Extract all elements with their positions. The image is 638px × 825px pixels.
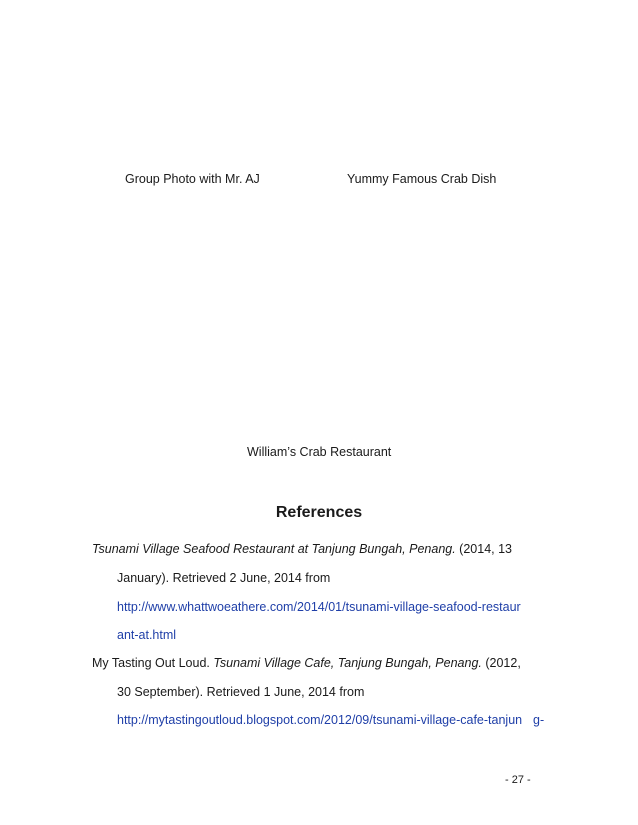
reference-2-url-link[interactable]: http://mytastingoutloud.blogspot.com/2012/09/tsunami-village-cafe-tanjun xyxy=(117,713,523,727)
reference-2-line-1 xyxy=(92,656,521,670)
caption-crab-dish: Yummy Famous Crab Dish xyxy=(347,172,497,186)
reference-1-date-end: January). Retrieved 2 June, 2014 from xyxy=(117,571,331,585)
reference-1-url-link-cont[interactable]: ant-at.html xyxy=(117,628,177,642)
reference-2-date-start: (2012, xyxy=(481,656,521,670)
reference-1-url-link[interactable]: http://www.whattwoeathere.com/2014/01/tsunami-village-seafood-restaur xyxy=(117,600,521,614)
reference-2-date-end: 30 September). Retrieved 1 June, 2014 from xyxy=(117,685,365,699)
reference-1-title: Tsunami Village Seafood Restaurant at Tanjung Bungah, Penang. xyxy=(92,542,456,556)
reference-2-url-tail[interactable]: g- xyxy=(533,713,545,727)
caption-restaurant: William’s Crab Restaurant xyxy=(247,445,392,459)
caption-group-photo: Group Photo with Mr. AJ xyxy=(125,172,260,186)
reference-1-line-1 xyxy=(92,542,512,556)
references-heading: References xyxy=(275,504,363,521)
page-number: - 27 - xyxy=(505,774,531,786)
reference-1-date-start: (2014, 13 xyxy=(455,542,512,556)
reference-2-title: Tsunami Village Cafe, Tanjung Bungah, Penang. xyxy=(213,656,482,670)
reference-2-author: My Tasting Out Loud. xyxy=(92,656,214,670)
